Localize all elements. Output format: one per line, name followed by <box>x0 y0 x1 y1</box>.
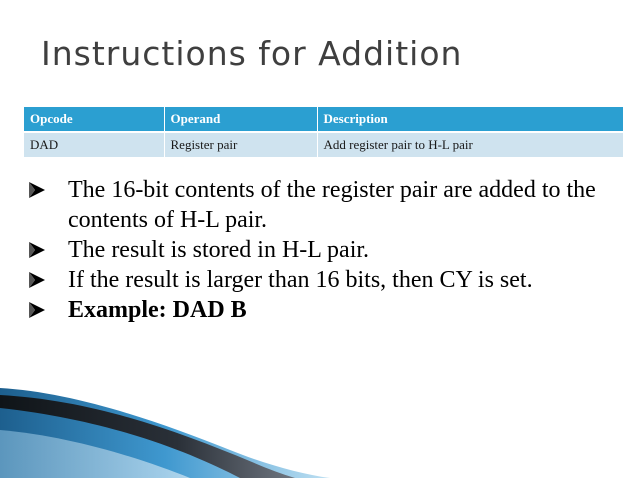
bullet-text: Example: DAD B <box>68 297 247 323</box>
bullet-item <box>24 295 614 325</box>
cell-opcode: DAD <box>24 132 164 157</box>
table-row <box>24 132 623 157</box>
cell-description: Add register pair to H-L pair <box>317 132 623 157</box>
table-header-row <box>24 107 623 132</box>
slide-title: Instructions for Addition <box>41 34 463 73</box>
bullet-item <box>24 235 614 265</box>
header-description: Description <box>317 107 623 132</box>
instruction-table <box>24 107 623 157</box>
arrow-bullet-icon <box>28 241 46 259</box>
arrow-bullet-icon <box>28 301 46 319</box>
bullet-text: The 16-bit contents of the register pair are added to the contents of H-L pair. <box>68 177 596 233</box>
cell-operand: Register pair <box>164 132 317 157</box>
bullet-text: If the result is larger than 16 bits, then CY is set. <box>68 267 533 293</box>
arrow-bullet-icon <box>28 271 46 289</box>
header-operand: Operand <box>164 107 317 132</box>
bullet-text: The result is stored in H-L pair. <box>68 237 370 263</box>
arrow-bullet-icon <box>28 181 46 199</box>
bullet-item <box>24 265 614 295</box>
bullet-list <box>24 175 614 325</box>
bullet-item <box>24 175 614 235</box>
header-opcode: Opcode <box>24 107 164 132</box>
